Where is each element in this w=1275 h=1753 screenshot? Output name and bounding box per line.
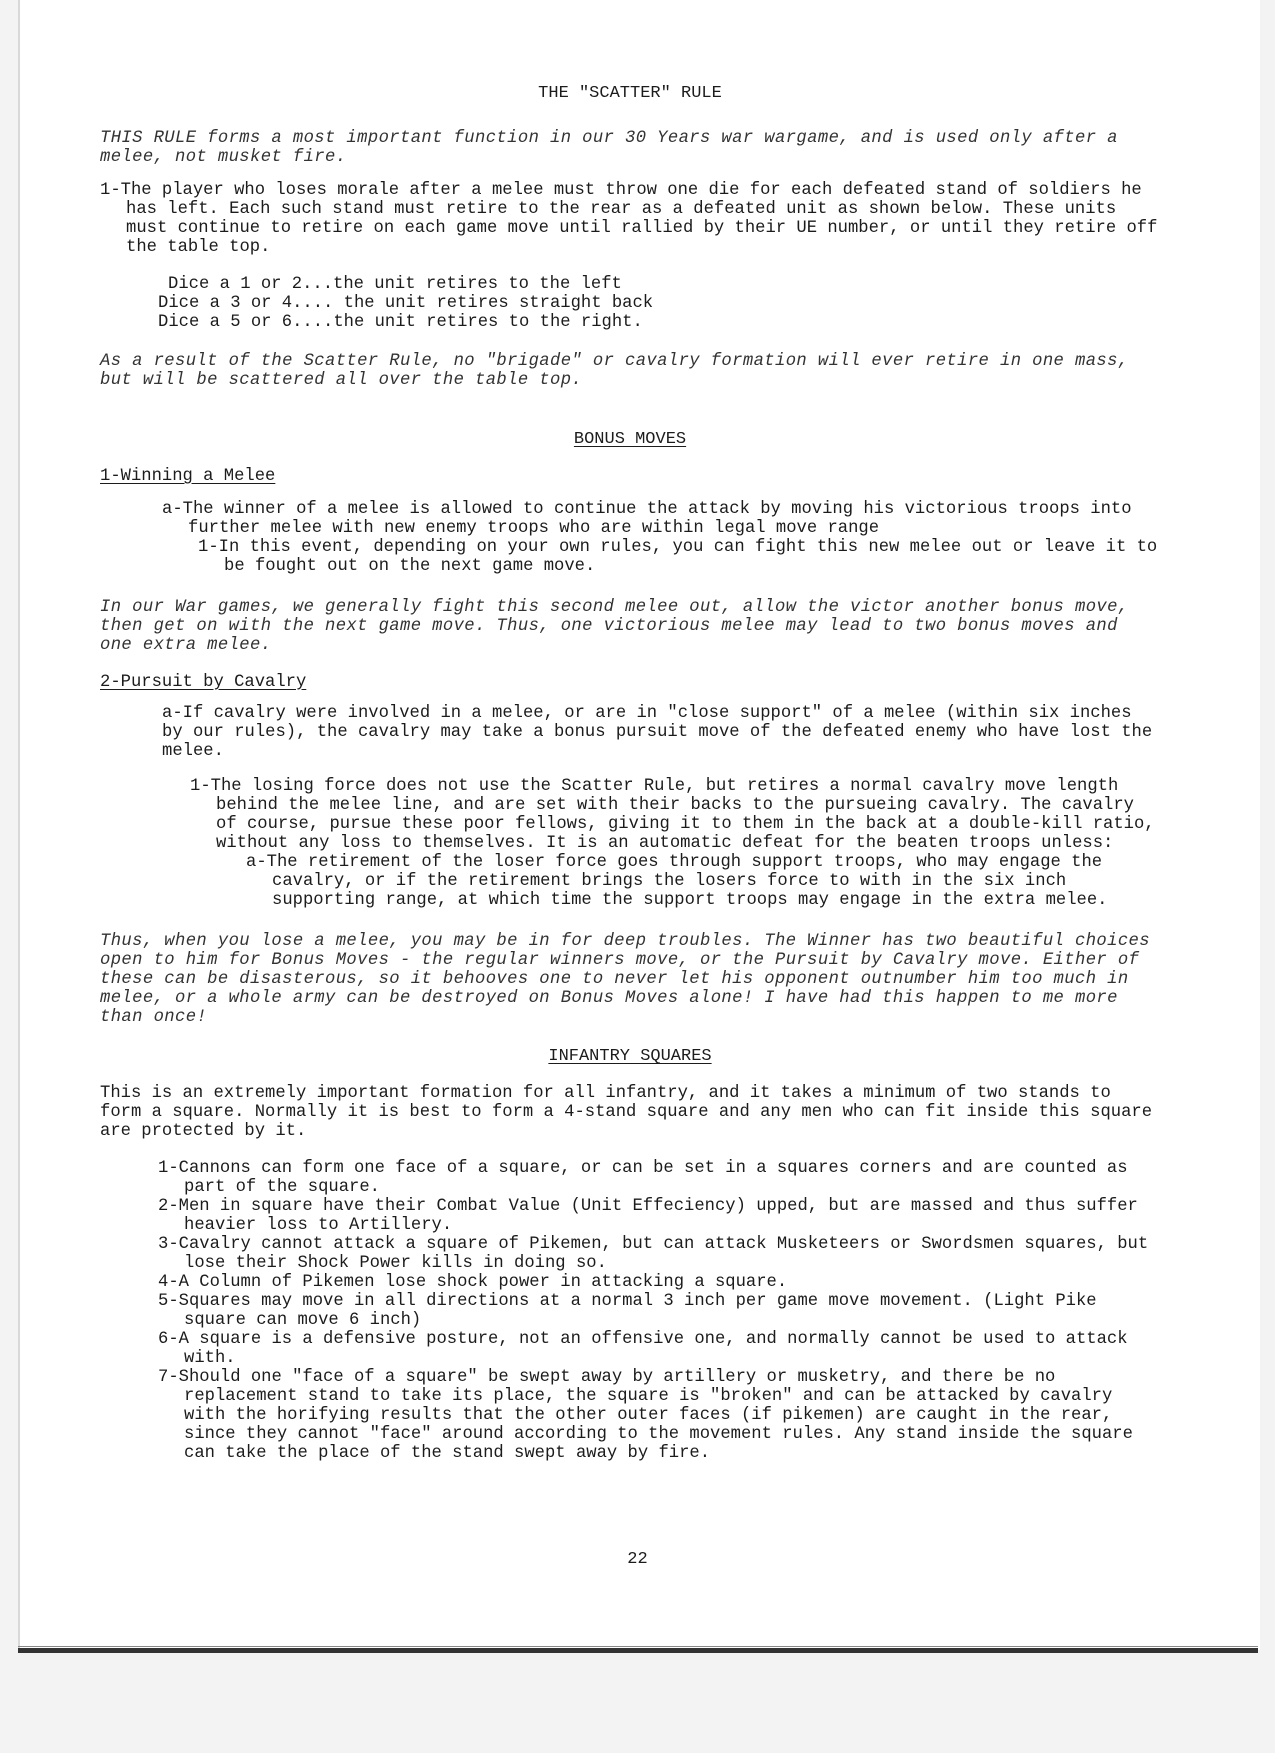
squares-item-3: 3-Cavalry cannot attack a square of Pikemen, but can attack Musketeers or Swordsmen squares, but lose their Shock Power kills in doing so. [158, 1235, 1149, 1273]
page-bottom-edge [18, 1648, 1258, 1653]
pursuit-a1: 1-The losing force does not use the Scatter Rule, but retires a normal cavalry move length behind the melee line, and are set with their backs to the pursueing cavalry. The cavalry of course, pursue these poor fellows, giving it to them in the back at a double-kill ratio, without any loss to themselves. It is an automatic defeat for the beaten troops unless: [190, 777, 1155, 853]
page-edge-shadow [18, 1646, 1258, 1647]
squares-item-1: 1-Cannons can form one face of a square, or can be set in a squares corners and are counted as part of the square. [158, 1159, 1128, 1197]
bonus-moves-title: BONUS MOVES [573, 430, 687, 449]
infantry-squares-title: INFANTRY SQUARES [548, 1047, 712, 1066]
squares-item-7: 7-Should one "face of a square" be swept away by artillery or musketry, and there be no replacement stand to take its place, the square is "broken" and can be attacked by cavalry with the horifying results that the other outer faces (if pikemen) are caught in the rear, since they cannot "face" around according to the movement rules. Any stand inside the square can take the place of the stand swept away by fire. [158, 1368, 1133, 1463]
squares-list [100, 1159, 1160, 1463]
pursuit-section [100, 704, 1160, 910]
winning-melee-heading: 1-Winning a Melee [100, 467, 276, 486]
winning-melee-a: a-The winner of a melee is allowed to continue the attack by moving his victorious troops into further melee with new enemy troops who are within legal move range [162, 500, 1132, 538]
dice-row-1: Dice a 1 or 2...the unit retires to the left [168, 275, 622, 294]
scatter-intro: THIS RULE forms a most important function in our 30 Years war wargame, and is used only after a melee, not musket fire. [100, 129, 1118, 167]
winning-melee-a1: 1-In this event, depending on your own rules, you can fight this new melee out or leave it to be fought out on the next game move. [198, 538, 1158, 576]
pursuit-heading: 2-Pursuit by Cavalry [100, 673, 307, 692]
dice-row-2: Dice a 3 or 4.... the unit retires straight back [158, 294, 654, 313]
winning-melee-section [100, 500, 1160, 576]
squares-item-2: 2-Men in square have their Combat Value (Unit Effeciency) upped, but are massed and thus suffer heavier loss to Artillery. [158, 1197, 1138, 1235]
squares-item-5: 5-Squares may move in all directions at a normal 3 inch per game move movement. (Light Pike square can move 6 inch) [158, 1292, 1097, 1330]
dice-row-3: Dice a 5 or 6....the unit retires to the right. [158, 313, 643, 332]
pursuit-a: a-If cavalry were involved in a melee, or are in "close support" of a melee (within six inches by our rules), the cavalry may take a bonus pursuit move of the defeated enemy who have lost the melee. [162, 704, 1153, 761]
squares-intro: This is an extremely important formation for all infantry, and it takes a minimum of two stands to form a square. Normally it is best to form a 4-stand square and any men who can fit inside this square are protected by it. [100, 1084, 1153, 1141]
winning-melee-note: In our War games, we generally fight this second melee out, allow the victor another bonus move, then get on with the next game move. Thus, one victorious melee may lead to two bonus moves and one extra melee. [100, 598, 1129, 655]
document-body [100, 84, 1160, 1463]
squares-item-4: 4-A Column of Pikemen lose shock power in attacking a square. [158, 1273, 788, 1292]
scatter-rule-1: 1-The player who loses morale after a melee must throw one die for each defeated stand of soldiers he has left. Each such stand must retire to the rear as a defeated unit as shown below. These units must continue to retire on each game move until rallied by their UE number, or until they retire off the table top. [100, 181, 1158, 257]
pursuit-a1a: a-The retirement of the loser force goes through support troops, who may engage the cavalry, or if the retirement brings the losers force to with in the six inch supporting range, at which time the support troops may engage in the extra melee. [246, 853, 1108, 910]
page-number: 22 [627, 1550, 648, 1569]
scatter-rule-title: THE "SCATTER" RULE [538, 84, 722, 103]
pursuit-note: Thus, when you lose a melee, you may be in for deep troubles. The Winner has two beautiful choices open to him for Bonus Moves - the regular winners move, or the Pursuit by Cavalry move. Either of these can be disasterous, so it behooves one to never let his opponent outnumber him too much in melee, or a whole army can be destroyed on Bonus Moves alone! I have had this happen to me more than once! [100, 932, 1150, 1027]
squares-item-6: 6-A square is a defensive posture, not an offensive one, and normally cannot be used to attack with. [158, 1330, 1128, 1368]
scatter-note: As a result of the Scatter Rule, no "brigade" or cavalry formation will ever retire in one mass, but will be scattered all over the table top. [100, 352, 1129, 390]
dice-table [100, 275, 1160, 332]
